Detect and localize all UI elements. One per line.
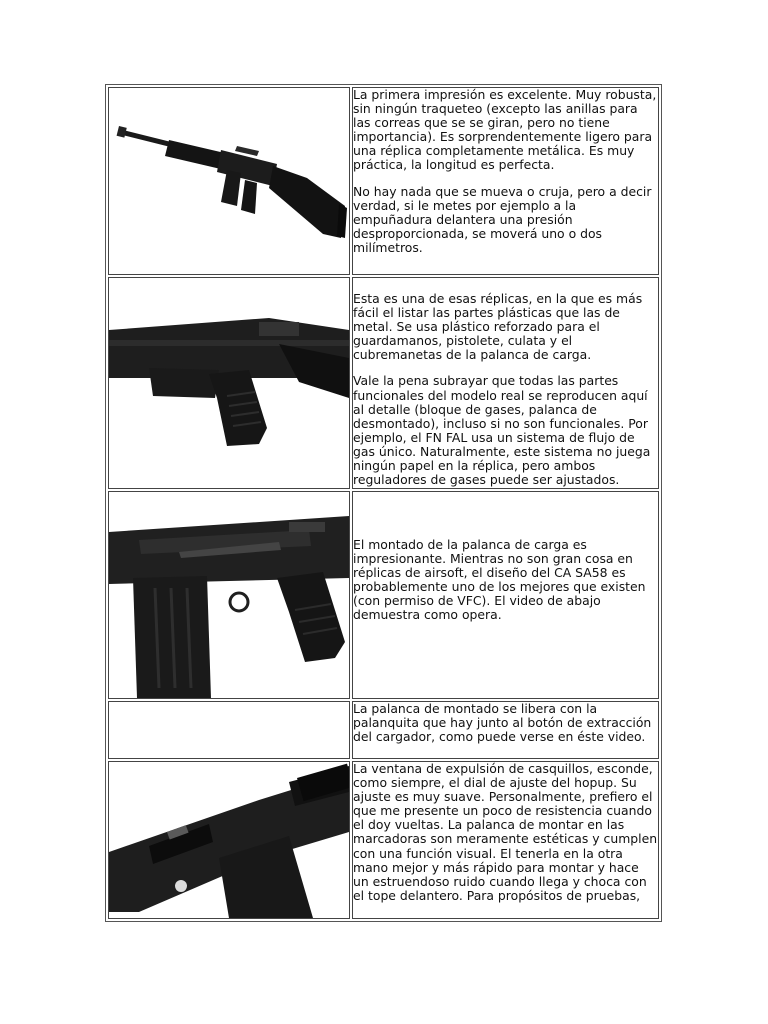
review-table xyxy=(106,85,661,921)
table-row xyxy=(108,87,659,275)
paragraph: El montado de la palanca de carga es impresionante. Mientras no son gran cosa en réplicas de airsoft, el diseño del CA SA58 es probablemente uno de los mejores que existen (con permiso de VFC). El video de abajo demuestra como opera. xyxy=(353,537,646,623)
row-text-cell xyxy=(352,491,659,699)
row-text-cell xyxy=(352,761,659,919)
document-table-frame xyxy=(105,84,662,922)
rifle-photo-cell xyxy=(108,87,350,275)
empty-image-cell xyxy=(108,701,350,759)
paragraph: Vale la pena subrayar que todas las partes funcionales del modelo real se reproducen aquí al detalle (bloque de gases, palanca de desmontado), incluso si no son funcionales. Por ejemplo, el FN FAL usa un sistema de flujo de gas único. Naturalmente, este sistema no juega ningún papel en la réplica, pero ambos reguladores de gases puede ser ajustados. xyxy=(353,373,651,488)
grip-photo-cell xyxy=(108,277,350,489)
rifle-side-view-photo xyxy=(109,88,349,274)
table-row xyxy=(108,701,659,759)
row-text-cell xyxy=(352,87,659,275)
magazine-receiver-closeup-photo xyxy=(109,492,349,698)
paragraph: Esta es una de esas réplicas, en la que es más fácil el listar las partes plásticas que las de metal. Se usa plástico reforzado para el guardamanos, pistolete, culata y el cubremanetas de la palanca de carga. xyxy=(353,291,643,363)
ejection-port-closeup-photo xyxy=(109,762,349,918)
paragraph: La palanca de montado se libera con la palanquita que hay junto al botón de extracción del cargador, como puede verse en éste video. xyxy=(353,701,652,745)
magazine-photo-cell xyxy=(108,491,350,699)
paragraph: La ventana de expulsión de casquillos, esconde, como siempre, el dial de ajuste del hopup. Su ajuste es muy suave. Personalmente, prefiero el que me presente un poco de resistencia cuando el doy vueltas. La palanca de montar en las marcadoras son meramente estéticas y cumplen con una función visual. El tenerla en la otra mano mejor y más rápido para montar y hace un estruendoso ruido cuando llega y choca con el tope delantero. Para propósitos de pruebas, xyxy=(353,761,658,903)
table-row xyxy=(108,761,659,919)
paragraph: No hay nada que se mueva o cruja, pero a decir verdad, si le metes por ejemplo a la empuñadura delantera una presión desproporcionada, se moverá uno o dos milímetros. xyxy=(353,183,652,255)
paragraph: La primera impresión es excelente. Muy robusta, sin ningún traqueteo (excepto las anillas para las correas que se se giran, pero no tiene importancia). Es sorprendentemente ligero para una réplica completamente metálica. Es muy práctica, la longitud es perfecta. xyxy=(353,87,657,173)
row-text-cell xyxy=(352,701,659,759)
ejection-port-photo-cell xyxy=(108,761,350,919)
row-text-cell xyxy=(352,277,659,489)
pistol-grip-closeup-photo xyxy=(109,278,349,488)
table-row xyxy=(108,491,659,699)
table-row xyxy=(108,277,659,489)
